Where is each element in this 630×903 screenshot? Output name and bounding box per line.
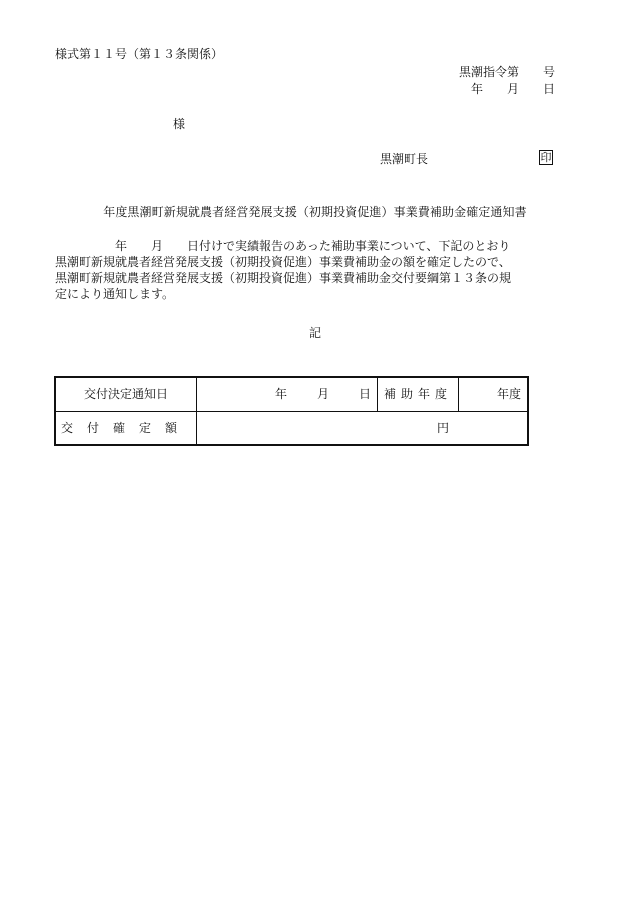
month-unit: 月 bbox=[316, 387, 329, 402]
ki-heading: 記 bbox=[308, 326, 321, 340]
yen-unit: 円 bbox=[436, 420, 449, 435]
confirmed-amount-label: 交付確定額 bbox=[55, 411, 197, 445]
fiscal-year-label: 補助年度 bbox=[378, 377, 459, 411]
body-line: 黒潮町新規就農者経営発展支援（初期投資促進）事業費補助金交付要綱第１３条の規 bbox=[55, 271, 512, 285]
body-line: 定により通知します。 bbox=[55, 287, 175, 301]
document-date: 年 月 日 bbox=[470, 82, 555, 96]
body-line: 年 月 日付けで実績報告のあった補助事業について、下記のとおり bbox=[55, 239, 511, 253]
body-line: 黒潮町新規就農者経営発展支援（初期投資促進）事業費補助金の額を確定したので、 bbox=[55, 255, 511, 269]
document-title: 年度黒潮町新規就農者経営発展支援（初期投資促進）事業費補助金確定通知書 bbox=[103, 205, 527, 219]
issuer-name: 黒潮町長 bbox=[380, 152, 429, 166]
seal-mark: 印 bbox=[540, 151, 552, 164]
document-number: 黒潮指令第 号 bbox=[458, 65, 555, 79]
year-unit: 年 bbox=[274, 387, 287, 402]
table-row bbox=[55, 411, 528, 445]
addressee-honorific: 様 bbox=[173, 117, 186, 131]
decision-date-label: 交付決定通知日 bbox=[55, 377, 197, 411]
day-unit: 日 bbox=[359, 387, 372, 402]
decision-date-value bbox=[197, 377, 378, 411]
summary-table bbox=[54, 376, 529, 446]
fiscal-year-value: 年度 bbox=[459, 377, 528, 411]
table-row bbox=[55, 377, 528, 411]
confirmed-amount-value bbox=[197, 411, 528, 445]
form-number: 様式第１１号（第１３条関係） bbox=[55, 47, 224, 61]
notice-body bbox=[55, 238, 575, 302]
